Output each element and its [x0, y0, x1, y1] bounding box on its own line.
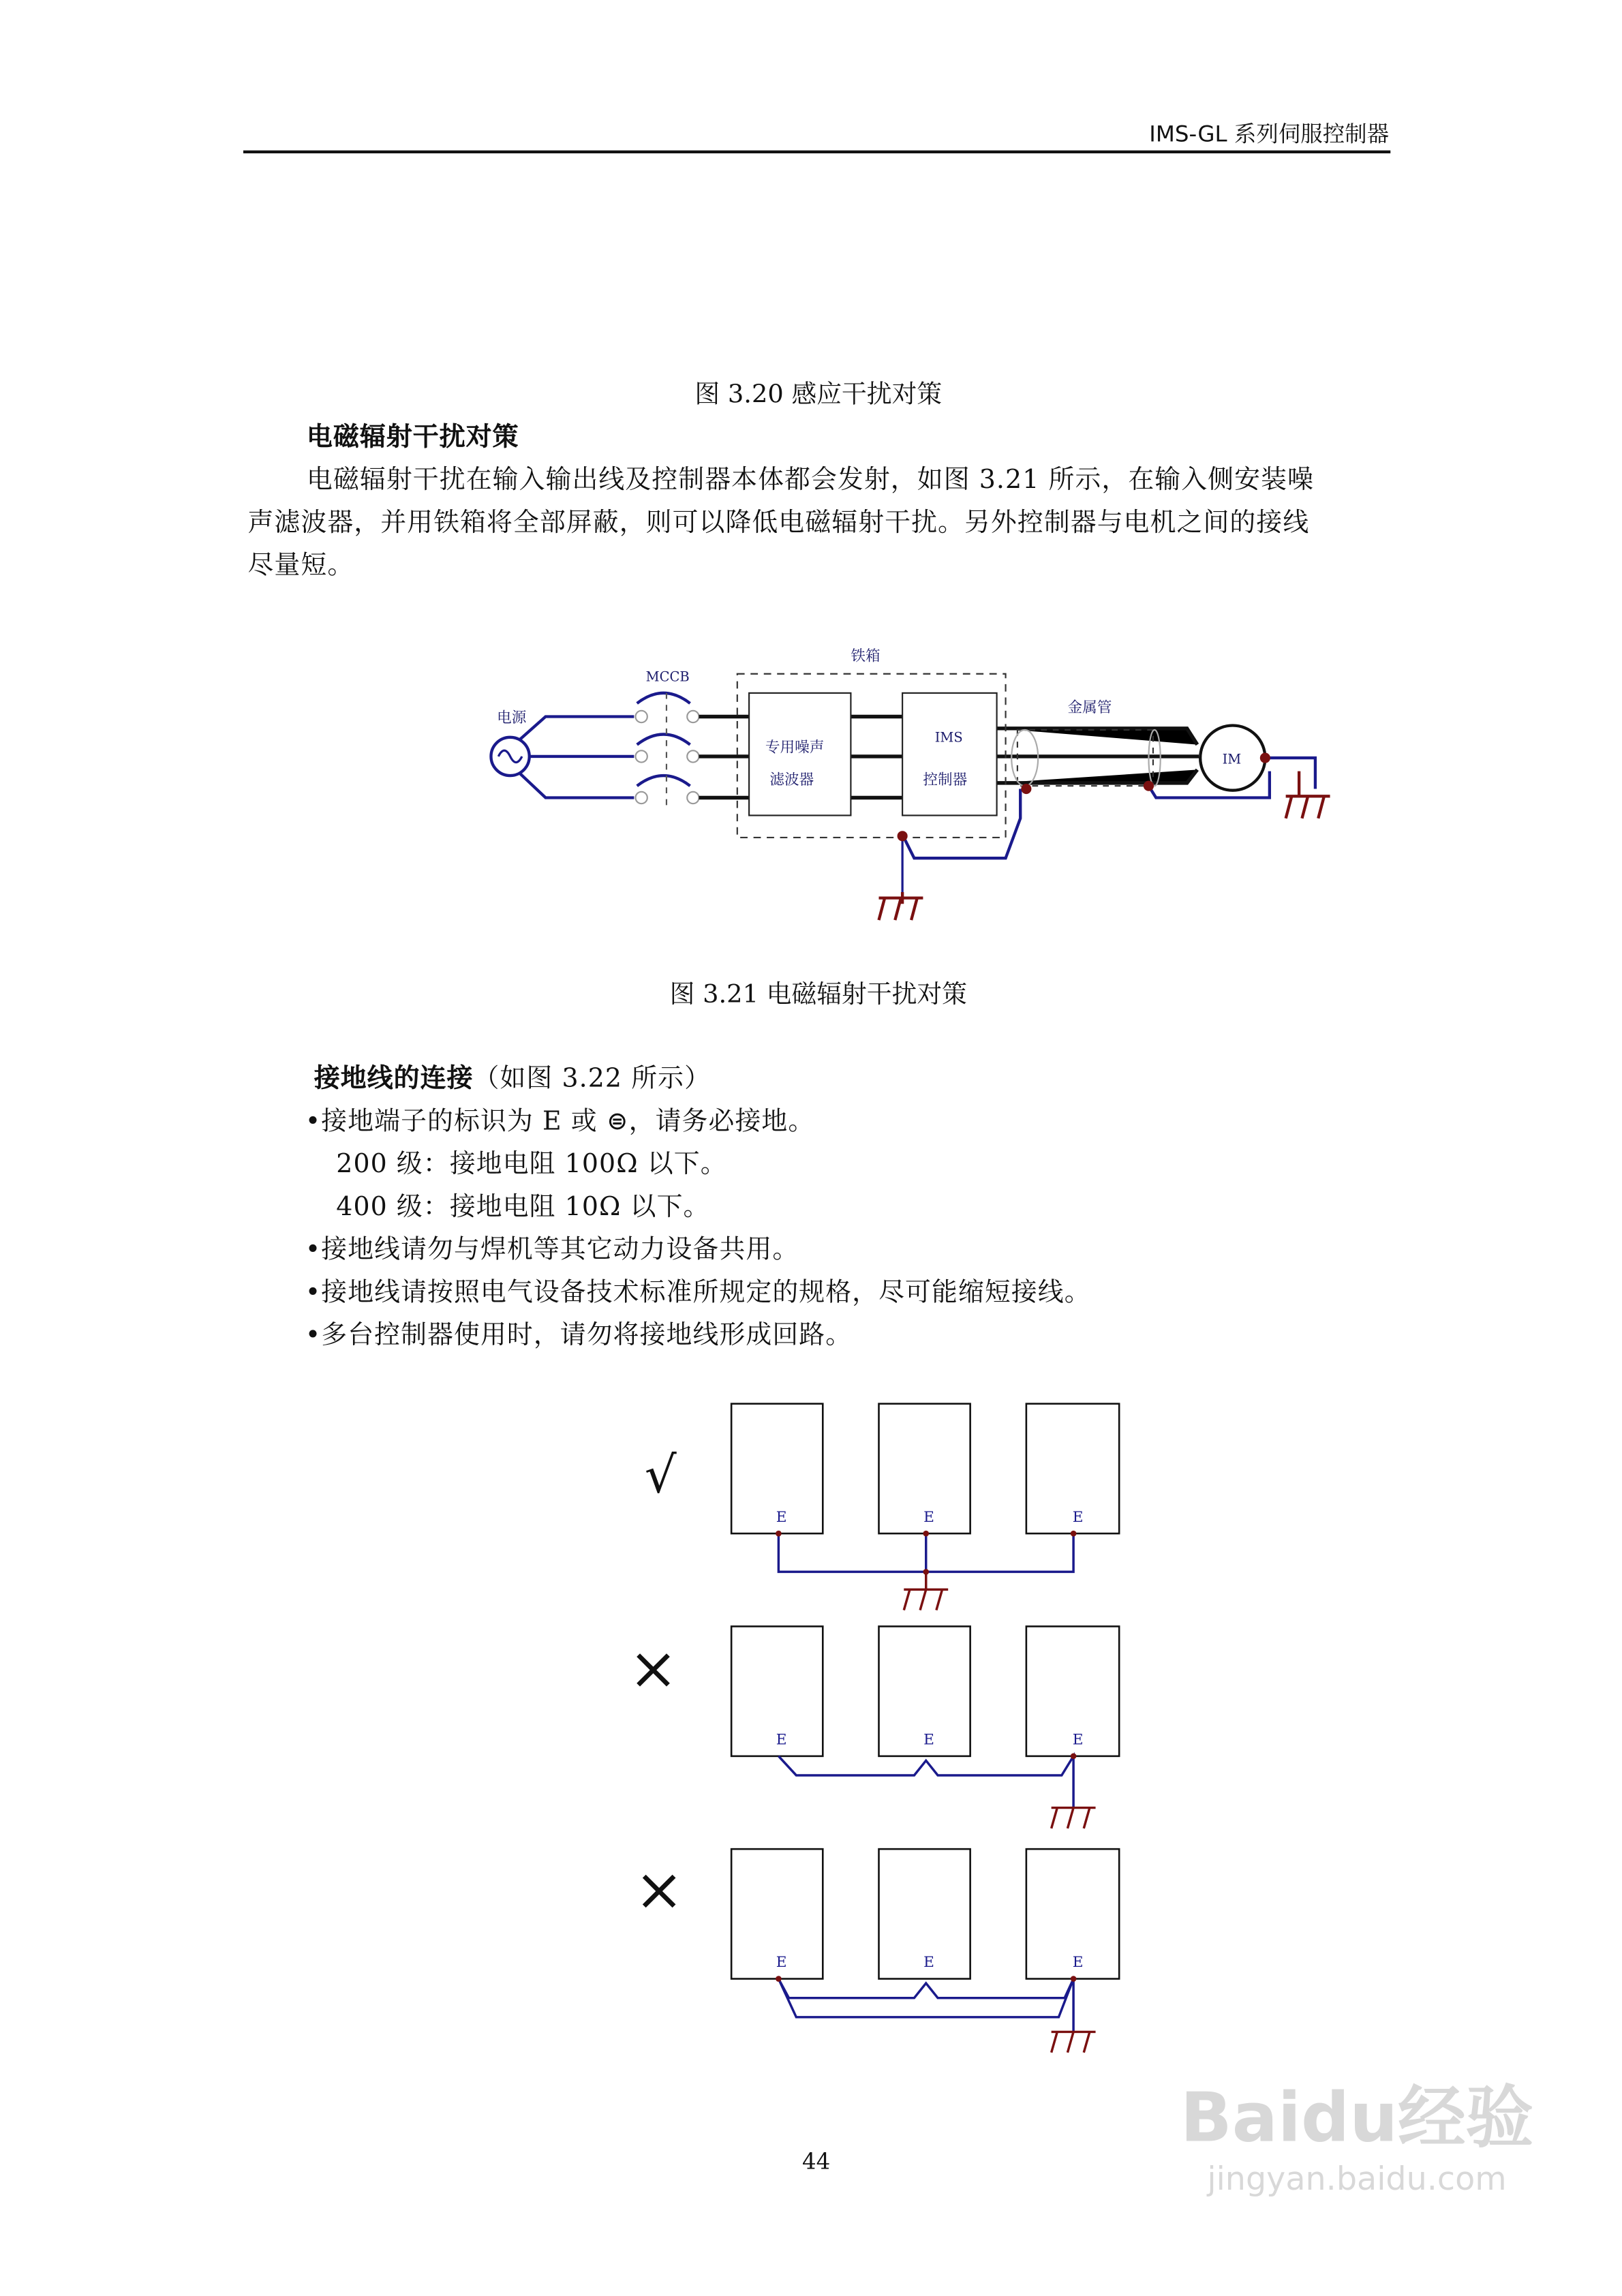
label-mccb: MCCB — [645, 669, 690, 685]
label-filter: 滤波器 — [769, 771, 814, 789]
list-item: •多台控制器使用时，请勿将接地线形成回路。 — [305, 1321, 853, 1351]
terminal-e-label: E — [776, 1954, 787, 1972]
terminal-e-label: E — [1072, 1508, 1084, 1526]
terminal-e-label: E — [776, 1508, 787, 1526]
watermark-brand: Baidu经验 — [1180, 2077, 1534, 2158]
paragraph-line: 电磁辐射干扰在输入输出线及控制器本体都会发射，如图 3.21 所示，在输入侧安装噪 — [307, 465, 1314, 495]
heading-text: 接地线的连接 — [313, 1065, 474, 1095]
terminal-e-label: E — [923, 1731, 934, 1749]
list-item: 400 级：接地电阻 10Ω 以下。 — [336, 1193, 710, 1223]
terminal-e-label: E — [776, 1731, 787, 1749]
terminal-e-label: E — [1072, 1954, 1084, 1972]
terminal-e-label: E — [1072, 1731, 1084, 1749]
heading-note: （如图 3.22 所示） — [473, 1065, 711, 1095]
paragraph-line: 声滤波器，并用铁箱将全部屏蔽，则可以降低电磁辐射干扰。另外控制器与电机之间的接线 — [247, 508, 1310, 538]
list-item: •接地线请按照电气设备技术标准所规定的规格，尽可能缩短接线。 — [305, 1278, 1091, 1308]
ground-icon — [904, 1572, 948, 1610]
label-metal-pipe: 金属管 — [1067, 699, 1112, 717]
list-item: 200 级：接地电阻 100Ω 以下。 — [336, 1150, 727, 1180]
label-controller: 控制器 — [923, 771, 968, 789]
section-heading-grounding — [314, 1058, 711, 1095]
figure-3-21-caption: 图 3.21 电磁辐射干扰对策 — [669, 980, 967, 1011]
label-ims: IMS — [934, 729, 963, 746]
label-motor: IM — [1222, 751, 1242, 767]
figure-3-22-diagram — [628, 1404, 1119, 2053]
ground-icon — [1052, 2032, 1096, 2052]
terminal-e-label: E — [923, 1508, 934, 1526]
cross-mark-icon: × — [628, 1634, 678, 1703]
figure-3-20-caption: 图 3.20 感应干扰对策 — [694, 380, 943, 410]
watermark-url: jingyan.baidu.com — [1207, 2161, 1507, 2199]
ground-icon — [1052, 1808, 1096, 1828]
label-filter: 专用噪声 — [765, 739, 825, 756]
running-header: IMS-GL 系列伺服控制器 — [1149, 121, 1390, 148]
cross-mark-icon: × — [634, 1855, 684, 1924]
list-item: •接地端子的标识为 E 或 ⊜，请务必接地。 — [305, 1107, 815, 1137]
ground-icon — [879, 892, 923, 920]
section-heading-emi: 电磁辐射干扰对策 — [307, 423, 519, 453]
label-power: 电源 — [497, 709, 527, 727]
list-item: •接地线请勿与焊机等其它动力设备共用。 — [305, 1236, 799, 1266]
ground-icon — [1286, 771, 1330, 818]
check-mark-icon: √ — [644, 1446, 677, 1505]
terminal-e-label: E — [923, 1954, 934, 1972]
watermark — [1180, 2064, 1533, 2199]
label-iron-box: 铁箱 — [851, 647, 881, 665]
page-number: 44 — [801, 2148, 831, 2175]
paragraph-line: 尽量短。 — [247, 551, 354, 581]
